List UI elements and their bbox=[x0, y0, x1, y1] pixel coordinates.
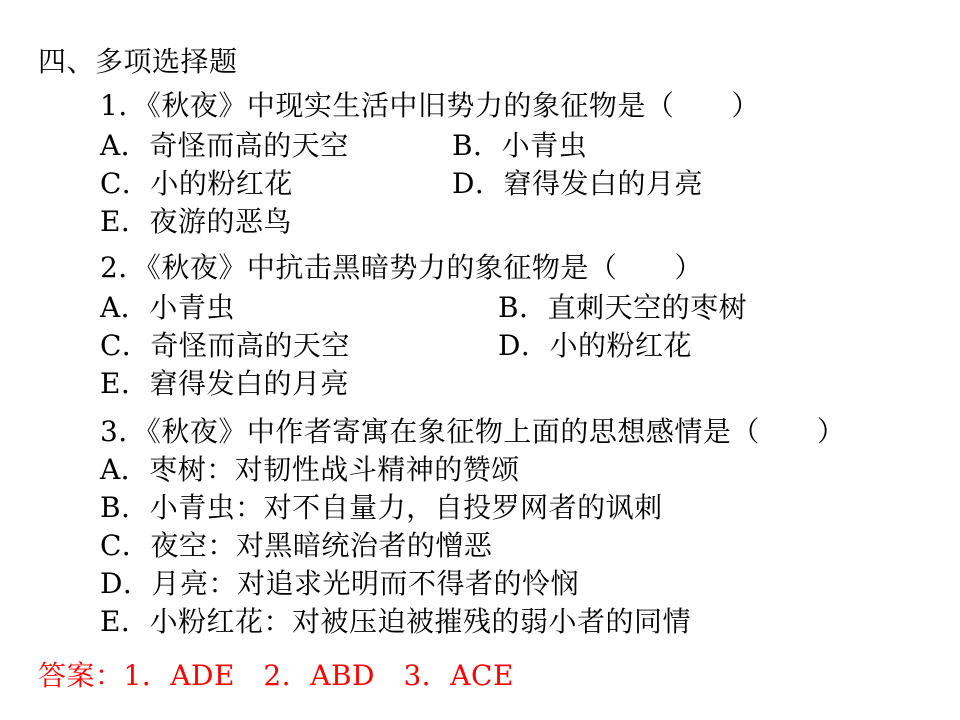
question-3-option-c: C．夜空：对黑暗统治者的憎恶 bbox=[100, 529, 493, 562]
question-2-option-b: B．直刺天空的枣树 bbox=[498, 291, 748, 324]
question-3-option-d: D．月亮：对追求光明而不得者的怜悯 bbox=[100, 567, 579, 600]
question-1-stem: 1．《秋夜》中现实生活中旧势力的象征物是（ ） bbox=[100, 89, 760, 122]
question-2-option-c: C．奇怪而高的天空 bbox=[100, 329, 350, 362]
question-1-option-b: B．小青虫 bbox=[452, 129, 588, 162]
question-2-option-e: E．窘得发白的月亮 bbox=[100, 367, 349, 400]
answer-key: 答案：1．ADE 2．ABD 3．ACE bbox=[38, 659, 514, 692]
section-title: 四、多项选择题 bbox=[38, 45, 238, 78]
question-3-option-e: E．小粉红花：对被压迫被摧残的弱小者的同情 bbox=[100, 605, 691, 638]
question-3-option-a: A．枣树：对韧性战斗精神的赞颂 bbox=[100, 453, 520, 486]
question-3-stem: 3．《秋夜》中作者寄寓在象征物上面的思想感情是（ ） bbox=[100, 415, 846, 448]
question-2-option-a: A．小青虫 bbox=[100, 291, 235, 324]
question-1-option-a: A．奇怪而高的天空 bbox=[100, 129, 349, 162]
question-1-option-e: E．夜游的恶鸟 bbox=[100, 205, 292, 238]
question-1-option-d: D．窘得发白的月亮 bbox=[452, 167, 703, 200]
question-1-option-c: C．小的粉红花 bbox=[100, 167, 293, 200]
question-2-stem: 2．《秋夜》中抗击黑暗势力的象征物是（ ） bbox=[100, 251, 703, 284]
question-3-option-b: B．小青虫：对不自量力，自投罗网者的讽刺 bbox=[100, 491, 663, 524]
question-2-option-d: D．小的粉红花 bbox=[498, 329, 692, 362]
